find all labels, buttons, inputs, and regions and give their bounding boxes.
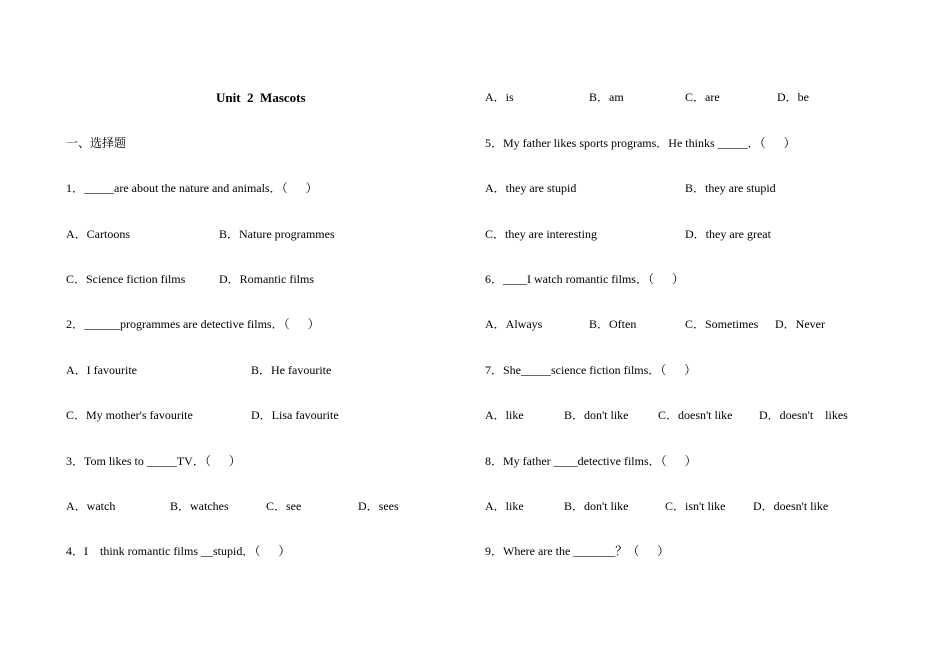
option-b: B．watches	[170, 499, 229, 513]
option-c: C．Science fiction films	[66, 272, 186, 286]
option-c: C．they are interesting	[485, 227, 597, 241]
left-column	[66, 0, 486, 671]
option-a: A．is	[485, 90, 514, 104]
option-a: A．watch	[66, 499, 116, 513]
option-a: A．like	[485, 499, 524, 513]
option-d: D．doesn't like	[753, 499, 829, 513]
question-8: 8．My father ____detective films．（ ）	[485, 454, 697, 468]
question-5-options-2	[485, 227, 771, 241]
option-d: D．they are great	[685, 227, 771, 241]
question-4-options	[485, 90, 809, 104]
question-1: 1．_____are about the nature and animals．（ ）	[66, 181, 318, 195]
question-3-options	[66, 499, 399, 513]
question-7-options	[485, 408, 848, 422]
question-7: 7．She_____science fiction films．（ ）	[485, 363, 697, 377]
section-heading: 一、选择题	[66, 136, 127, 150]
option-a: A．they are stupid	[485, 181, 577, 195]
option-b: B．don't like	[564, 408, 629, 422]
question-3: 3．Tom likes to _____TV．（ ）	[66, 454, 241, 468]
option-d: D．Romantic films	[219, 272, 314, 286]
question-2-options	[66, 363, 332, 377]
question-1-options-2	[66, 272, 314, 286]
option-c: C．isn't like	[665, 499, 726, 513]
option-b: B．He favourite	[251, 363, 332, 377]
question-2-options-2	[66, 408, 339, 422]
question-4: 4．I think romantic films __stupid．（ ）	[66, 544, 291, 558]
option-b: B．Nature programmes	[219, 227, 335, 241]
option-d: D．Lisa favourite	[251, 408, 339, 422]
option-b: B．Often	[589, 317, 637, 331]
option-b: B．they are stupid	[685, 181, 776, 195]
option-d: D．doesn't likes	[759, 408, 848, 422]
option-b: B．don't like	[564, 499, 629, 513]
option-a: A．I favourite	[66, 363, 137, 377]
question-6-options	[485, 317, 825, 331]
page-title: Unit 2 Mascots	[216, 90, 306, 105]
question-1-options	[66, 227, 335, 241]
option-c: C．doesn't like	[658, 408, 733, 422]
option-c: C．are	[685, 90, 720, 104]
option-c: C．Sometimes	[685, 317, 759, 331]
question-8-options	[485, 499, 829, 513]
option-a: A．like	[485, 408, 524, 422]
option-d: D．be	[777, 90, 809, 104]
option-c: C．My mother's favourite	[66, 408, 193, 422]
question-9: 9．Where are the _______？（ ）	[485, 544, 670, 558]
option-d: D．Never	[775, 317, 825, 331]
option-a: A．Always	[485, 317, 543, 331]
right-column	[485, 0, 905, 671]
option-b: B．am	[589, 90, 624, 104]
question-6: 6．____I watch romantic films．（ ）	[485, 272, 684, 286]
question-5: 5．My father likes sports programs．He thinks _____．（ ）	[485, 136, 796, 150]
question-5-options	[485, 181, 776, 195]
option-a: A．Cartoons	[66, 227, 130, 241]
option-c: C．see	[266, 499, 302, 513]
question-2: 2．______programmes are detective films．（ ）	[66, 317, 320, 331]
option-d: D．sees	[358, 499, 399, 513]
